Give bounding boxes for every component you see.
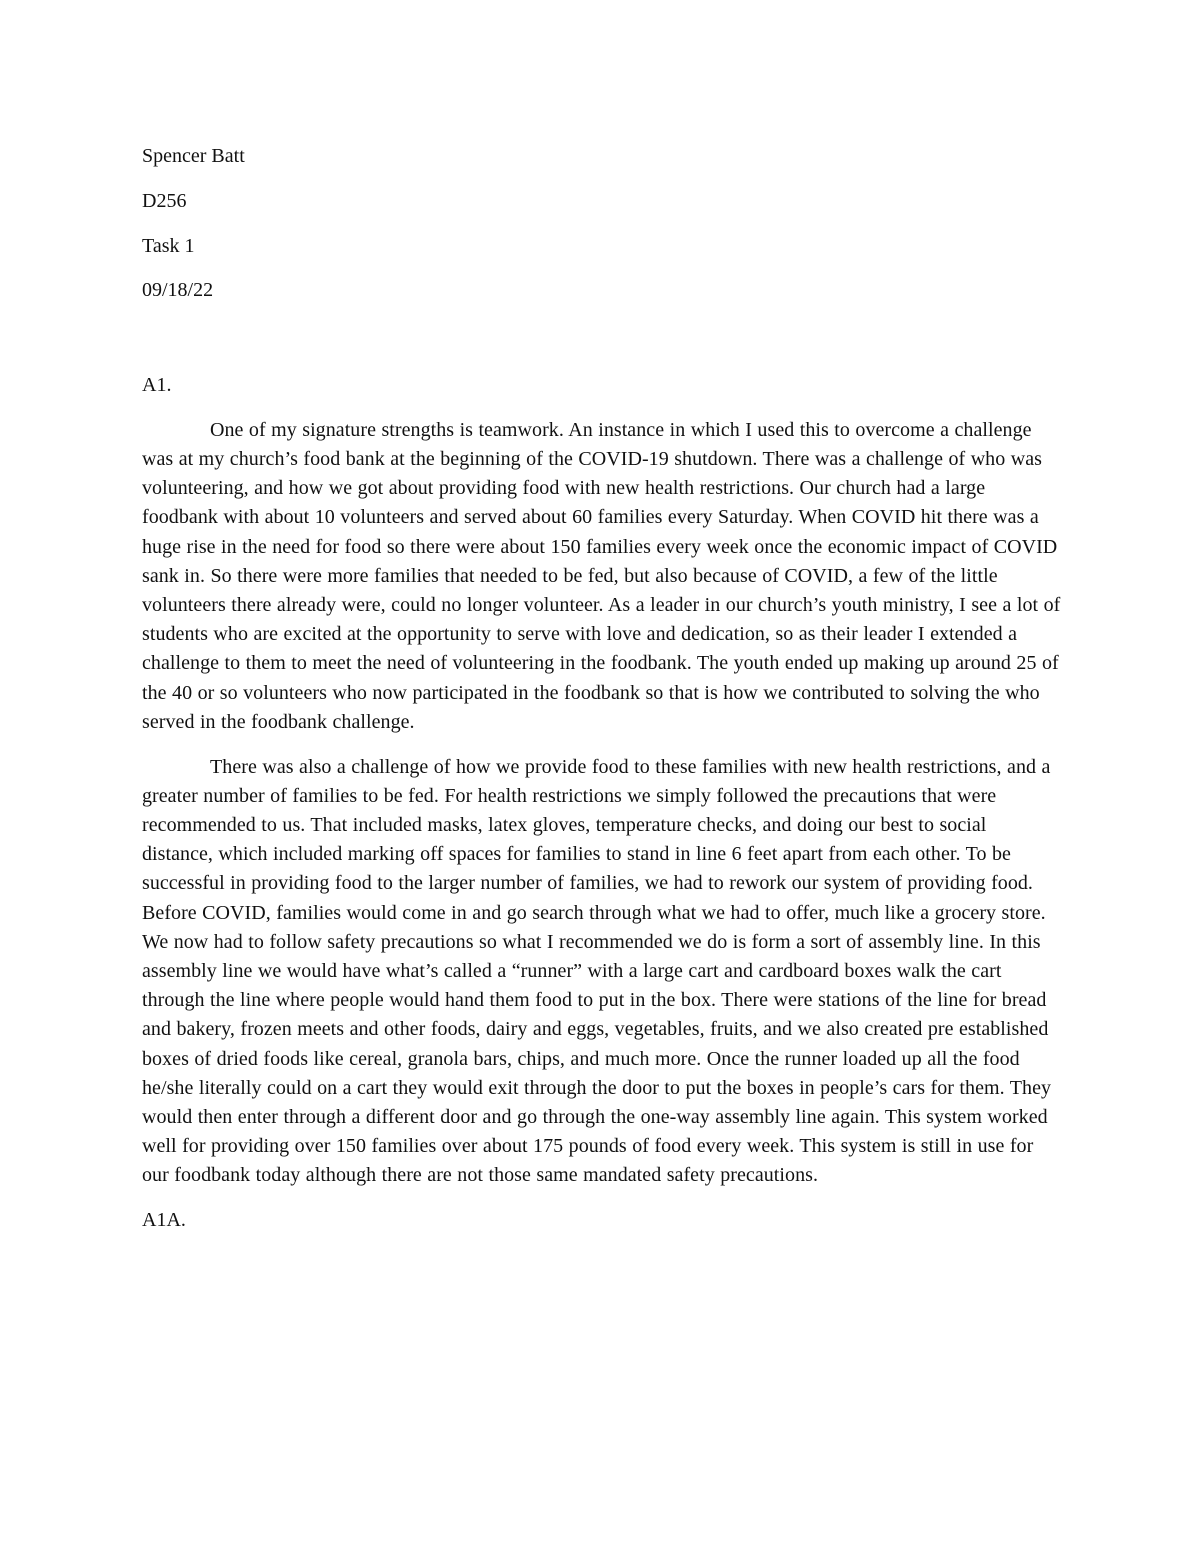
paragraph-assembly-line: There was also a challenge of how we provide food to these families with new health restrictions, and a greater number of families to be fed. For health restrictions we simply followed the precautions that were recommended to us. That included masks, latex gloves, temperature checks, and doing our best to social distance, which included marking off spaces for families to stand in line 6 feet apart from each other. To be successful in providing food to the larger number of families, we had to rework our system of providing food. Before COVID, families would come in and go search through what we had to offer, much like a grocery store. We now had to follow safety precautions so what I recommended we do is form a sort of assembly line. In this assembly line we would have what’s called a “runner” with a large cart and cardboard boxes walk the cart through the line where people would hand them food to put in the box. There were stations of the line for bread and bakery, frozen meets and other foods, dairy and eggs, vegetables, fruits, and we also created pre established boxes of dried foods like cereal, granola bars, chips, and much more. Once the runner loaded up all the food he/she literally could on a cart they would exit through the door to put the boxes in people’s cars for them. They would then enter through a different door and go through the one-way assembly line again. This system worked well for providing over 150 families over about 175 pounds of food every week. This system is still in use for our foodbank today although there are not those same mandated safety precautions. xyxy=(142,755,1052,1187)
task-label: Task 1 xyxy=(142,234,195,257)
author-name: Spencer Batt xyxy=(142,145,245,167)
course-code: D256 xyxy=(142,189,187,212)
section-heading-a1a: A1A. xyxy=(142,1209,186,1232)
document-date: 09/18/22 xyxy=(142,279,214,302)
paragraph-teamwork-volunteers: One of my signature strengths is teamwork. An instance in which I used this to overcome a challenge was at my church’s food bank at the beginning of the COVID-19 shutdown. There was a challenge of who was volunteering, and how we got about providing food with new health restrictions. Our church had a large foodbank with about 10 volunteers and served about 60 families every Saturday. When COVID hit there was a huge rise in the need for food so there were about 150 families every week once the economic impact of COVID sank in. So there were more families that needed to be fed, but also because of COVID, a few of the little volunteers there already were, could no longer volunteer. As a leader in our church’s youth ministry, I see a lot of students who are excited at the opportunity to serve with love and dedication, so as their leader I extended a challenge to them to meet the need of volunteering in the foodbank. The youth ended up making up around 25 of the 40 or so volunteers who now participated in the foodbank so that is how we contributed to solving the who served in the foodbank challenge. xyxy=(142,418,1061,733)
document-body xyxy=(142,142,1062,1235)
section-heading-a1: A1. xyxy=(142,373,172,396)
